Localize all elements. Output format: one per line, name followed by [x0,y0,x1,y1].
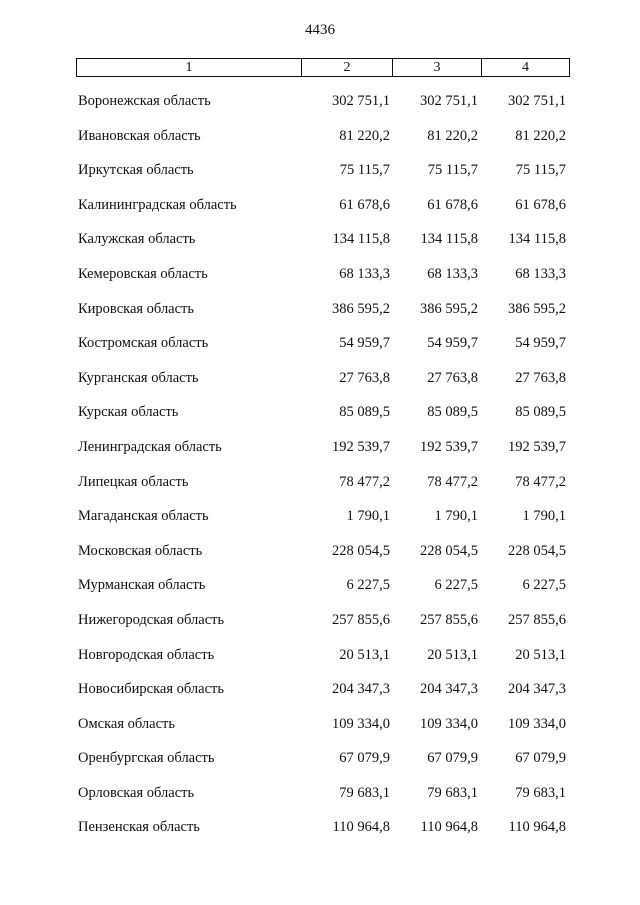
value-col-2: 302 751,1 [332,93,390,109]
table-row [0,817,640,852]
value-col-3: 85 089,5 [427,404,478,421]
value-col-3: 20 513,1 [427,646,478,663]
value-col-4: 386 595,2 [508,300,566,317]
table-row [0,126,640,161]
value-col-3: 228 054,5 [420,542,478,559]
region-name: Калужская область [78,231,196,248]
table-row [0,229,640,264]
value-col-4: 257 855,6 [508,611,566,628]
value-col-3: 78 477,2 [427,473,478,490]
region-name: Нижегородская область [78,611,225,628]
value-col-2: 192 539,7 [332,438,390,455]
value-col-4: 61 678,6 [515,196,566,213]
value-col-2: 67 079,9 [339,750,390,767]
table-body [0,91,640,852]
table-header [76,58,570,77]
value-col-4: 85 089,5 [515,404,566,421]
value-col-3: 386 595,2 [420,300,478,317]
value-col-3: 204 347,3 [420,681,478,698]
region-name: Калининградская область [78,196,237,213]
value-col-3: 27 763,8 [427,369,478,386]
value-col-3: 68 133,3 [427,265,478,282]
table-row [0,264,640,299]
value-col-2: 1 790,1 [346,508,390,525]
table-row [0,679,640,714]
header-cell-4: 4 [522,60,529,75]
region-name: Кемеровская область [78,265,208,282]
value-col-3: 192 539,7 [420,438,478,455]
value-col-4: 20 513,1 [515,646,566,663]
region-name: Новгородская область [78,646,215,663]
table-row [0,195,640,230]
value-col-2: 257 855,6 [332,611,390,628]
region-name: Воронежская область [78,93,211,109]
value-col-2: 78 477,2 [339,473,390,490]
region-name: Курская область [78,404,179,421]
value-col-4: 1 790,1 [522,508,566,525]
table-row [0,748,640,783]
value-col-4: 75 115,7 [515,162,566,179]
value-col-2: 110 964,8 [332,819,390,836]
value-col-2: 27 763,8 [339,369,390,386]
table-row [0,437,640,472]
region-name: Ивановская область [78,127,201,144]
value-col-3: 67 079,9 [427,750,478,767]
value-col-3: 79 683,1 [427,784,478,801]
value-col-4: 204 347,3 [508,681,566,698]
value-col-3: 1 790,1 [434,508,478,525]
value-col-4: 78 477,2 [515,473,566,490]
value-col-2: 81 220,2 [339,127,390,144]
value-col-3: 6 227,5 [434,577,478,594]
table-row [0,368,640,403]
value-col-4: 192 539,7 [508,438,566,455]
value-col-2: 68 133,3 [339,265,390,282]
region-name: Иркутская область [78,162,194,179]
value-col-4: 134 115,8 [508,231,566,248]
table-row [0,575,640,610]
value-col-3: 54 959,7 [427,335,478,352]
value-col-4: 68 133,3 [515,265,566,282]
region-name: Мурманская область [78,577,206,594]
value-col-4: 6 227,5 [522,577,566,594]
value-col-3: 134 115,8 [420,231,478,248]
value-col-2: 75 115,7 [339,162,390,179]
region-name: Магаданская область [78,508,209,525]
region-name: Кировская область [78,300,195,317]
value-col-4: 109 334,0 [508,715,566,732]
table-row [0,91,640,126]
value-col-4: 228 054,5 [508,542,566,559]
value-col-4: 67 079,9 [515,750,566,767]
table-row [0,472,640,507]
value-col-3: 302 751,1 [420,93,478,109]
value-col-3: 110 964,8 [420,819,478,836]
region-name: Новосибирская область [78,681,224,698]
table-row [0,160,640,195]
value-col-4: 54 959,7 [515,335,566,352]
table-row [0,541,640,576]
value-col-4: 81 220,2 [515,127,566,144]
region-name: Оренбургская область [78,750,215,767]
value-col-4: 27 763,8 [515,369,566,386]
value-col-4: 302 751,1 [508,93,566,109]
table-row [0,714,640,749]
value-col-3: 257 855,6 [420,611,478,628]
value-col-4: 110 964,8 [508,819,566,836]
table-row [0,333,640,368]
region-name: Пензенская область [78,819,200,836]
value-col-4: 79 683,1 [515,784,566,801]
value-col-3: 81 220,2 [427,127,478,144]
table-row [0,402,640,437]
region-name: Липецкая область [78,473,189,490]
value-col-3: 109 334,0 [420,715,478,732]
header-cell-3: 3 [393,59,482,76]
value-col-3: 75 115,7 [427,162,478,179]
value-col-2: 85 089,5 [339,404,390,421]
region-name: Ленинградская область [78,438,222,455]
value-col-2: 20 513,1 [339,646,390,663]
header-cell-2: 2 [302,59,393,76]
region-name: Омская область [78,715,175,732]
value-col-2: 228 054,5 [332,542,390,559]
value-col-2: 79 683,1 [339,784,390,801]
page-number: 4436 [305,22,335,38]
value-col-2: 109 334,0 [332,715,390,732]
value-col-2: 54 959,7 [339,335,390,352]
region-name: Костромская область [78,335,209,352]
region-name: Курганская область [78,369,199,386]
value-col-2: 61 678,6 [339,196,390,213]
table-row [0,299,640,334]
value-col-3: 61 678,6 [427,196,478,213]
value-col-2: 6 227,5 [346,577,390,594]
table-row [0,783,640,818]
value-col-2: 134 115,8 [332,231,390,248]
table-row [0,645,640,680]
table-row [0,506,640,541]
region-name: Московская область [78,542,203,559]
value-col-2: 386 595,2 [332,300,390,317]
table-row [0,610,640,645]
region-name: Орловская область [78,784,195,801]
value-col-2: 204 347,3 [332,681,390,698]
header-cell-1: 1 [77,59,302,76]
